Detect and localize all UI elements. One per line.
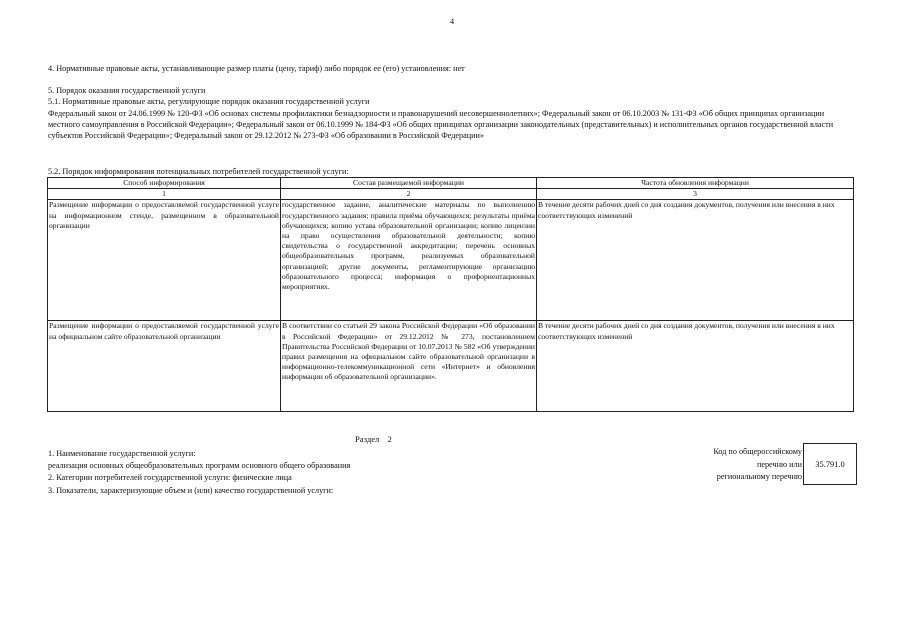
section-5-2-title: 5.2. Порядок информирования потенциальных потребителей государственной услуги: xyxy=(48,167,349,176)
section-4-text: 4. Нормативные правовые акты, устанавливающие размер платы (цену, тариф) либо порядок ее (его) установления: нет xyxy=(48,64,465,73)
cell-method: Размещение информации о предоставляемой государственной услуге на информационном стенде, размещенном в образовательной организации xyxy=(48,200,281,321)
column-number: 1 xyxy=(48,189,281,200)
cell-content: В соответствии со статьей 29 закона Российской Федерации «Об образовании в Российской Федерации» от 29.12.2012 № 273, постановлением Правительства Российской Федерации от 10.07.2013 № 582 «Об утверждении правил размещения на официальном сайте образовательной организации в информационно-телекоммуникационной сети «Интернет» и обновления информации об образовательной организации». xyxy=(281,321,537,412)
table-number-row xyxy=(48,189,854,200)
service-name-label: 1. Наименование государственной услуги: xyxy=(48,449,196,458)
code-label-line: Код по общероссийскому xyxy=(713,447,802,456)
cell-method: Размещение информации о предоставляемой государственной услуге на официальном сайте образовательной организации xyxy=(48,321,281,412)
page-number: 4 xyxy=(450,17,455,26)
header-frequency: Частота обновления информации xyxy=(537,178,854,189)
information-table xyxy=(47,177,854,412)
section-5-title: 5. Порядок оказания государственной услуги xyxy=(48,86,206,95)
indicators-label: 3. Показатели, характеризующие объем и (или) качество государственной услуги: xyxy=(48,486,334,495)
table-header-row xyxy=(48,178,854,189)
header-method: Способ информирования xyxy=(48,178,281,189)
section-5-1-title: 5.1. Нормативные правовые акты, регулирующие порядок оказания государственной услуги xyxy=(48,97,370,106)
section-heading: Раздел 2 xyxy=(355,434,392,444)
code-label-line: перечню или xyxy=(756,459,802,469)
cell-frequency: В течение десяти рабочих дней со дня создания документов, получения или внесения в них соответствующих изменений xyxy=(537,200,854,321)
table-row xyxy=(48,321,854,412)
code-box: 35.791.0 xyxy=(803,443,857,485)
code-label-line: региональному перечню xyxy=(716,472,802,481)
table-row xyxy=(48,200,854,321)
cell-content: государственное задание, аналитические материалы по выполнению государственного задания; правила приёма обучающихся; результаты приёма обучающихся; копию устава образовательной организации; копию лицензии на право осуществления образовательной деятельности; копию свидетельства о государственной аккредитации; перечень основных общеобразовательных программ, реализуемых образовательной организацией; другие документы, регламентирующие организацию образовательного процесса; информация о профориентационных мероприятиях. xyxy=(281,200,537,321)
cell-frequency: В течение десяти рабочих дней со дня создания документов, получения или внесения в них соответствующих изменений xyxy=(537,321,854,412)
consumer-category: 2. Категории потребителей государственной услуги: физические лица xyxy=(48,473,292,482)
column-number: 2 xyxy=(281,189,537,200)
code-label xyxy=(713,446,802,484)
legal-acts-text: Федеральный закон от 24.06.1999 № 120-ФЗ «Об основах системы профилактики безнадзорности и правонарушений несовершеннолетних»; Федеральный закон от 06.10.2003 № 131-ФЗ «Об общих принципах организации местного самоуправления в Российской Федерации»; Федеральный закон от 06.10.1999 № 184-ФЗ «Об общих принципах организации законодательных (представительных) и исполнительных органов государственной власти субъектов Российской Федерации»; Федеральный закон от 29.12.2012 № 273-ФЗ «Об образовании в Российской Федерации» xyxy=(48,109,834,140)
header-content: Состав размещаемой информации xyxy=(281,178,537,189)
column-number: 3 xyxy=(537,189,854,200)
service-name-value: реализация основных общеобразовательных программ основного общего образования xyxy=(48,461,351,470)
